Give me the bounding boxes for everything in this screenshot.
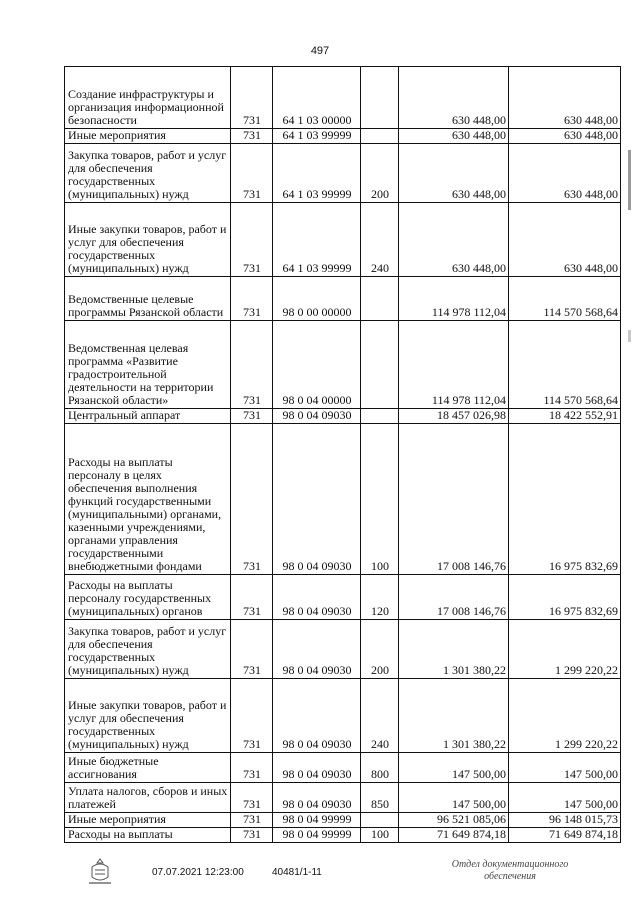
row-sum-2: 71 649 874,18 — [509, 828, 621, 843]
row-name: Иные бюджетные ассигнования — [65, 753, 231, 783]
row-sum-1: 147 500,00 — [399, 783, 509, 813]
budget-table — [64, 66, 621, 843]
row-sum-2: 630 448,00 — [509, 203, 621, 277]
row-sum-1: 147 500,00 — [399, 753, 509, 783]
row-csr: 98 0 04 09030 — [273, 679, 361, 753]
footer-doc-number: 40481/1-11 — [272, 867, 322, 878]
row-csr: 98 0 04 09030 — [273, 783, 361, 813]
row-grbs: 731 — [231, 277, 273, 321]
row-grbs: 731 — [231, 828, 273, 843]
row-grbs: 731 — [231, 203, 273, 277]
row-csr: 98 0 04 09030 — [273, 620, 361, 679]
scan-edge-mark — [628, 150, 631, 210]
row-sum-1: 630 448,00 — [399, 129, 509, 144]
table-row — [65, 753, 621, 783]
row-grbs: 731 — [231, 620, 273, 679]
row-sum-1: 630 448,00 — [399, 144, 509, 203]
row-vr: 850 — [361, 783, 399, 813]
row-sum-1: 17 008 146,76 — [399, 575, 509, 620]
row-sum-2: 96 148 015,73 — [509, 813, 621, 828]
table-row — [65, 277, 621, 321]
row-sum-2: 16 975 832,69 — [509, 424, 621, 575]
row-sum-2: 147 500,00 — [509, 783, 621, 813]
row-csr: 64 1 03 99999 — [273, 203, 361, 277]
row-name: Иные мероприятия — [65, 129, 231, 144]
row-sum-2: 630 448,00 — [509, 67, 621, 129]
row-name: Иные закупки товаров, работ и услуг для обеспечения государственных (муниципальных) нужд — [65, 679, 231, 753]
row-vr: 200 — [361, 620, 399, 679]
row-sum-2: 1 299 220,22 — [509, 620, 621, 679]
page-number: 497 — [310, 45, 330, 57]
row-csr: 98 0 04 99999 — [273, 828, 361, 843]
row-name: Уплата налогов, сборов и иных платежей — [65, 783, 231, 813]
row-grbs: 731 — [231, 679, 273, 753]
row-grbs: 731 — [231, 129, 273, 144]
row-vr: 240 — [361, 203, 399, 277]
row-sum-2: 114 570 568,64 — [509, 277, 621, 321]
table-row — [65, 828, 621, 843]
row-csr: 98 0 04 09030 — [273, 753, 361, 783]
row-sum-1: 71 649 874,18 — [399, 828, 509, 843]
footer-datetime: 07.07.2021 12:23:00 — [152, 867, 244, 878]
row-grbs: 731 — [231, 783, 273, 813]
row-name: Закупка товаров, работ и услуг для обеспечения государственных (муниципальных) нужд — [65, 144, 231, 203]
row-name: Расходы на выплаты персоналу государственных (муниципальных) органов — [65, 575, 231, 620]
row-sum-2: 630 448,00 — [509, 144, 621, 203]
row-sum-1: 630 448,00 — [399, 203, 509, 277]
row-sum-2: 16 975 832,69 — [509, 575, 621, 620]
row-csr: 98 0 04 99999 — [273, 813, 361, 828]
row-sum-1: 1 301 380,22 — [399, 620, 509, 679]
document-footer — [0, 855, 640, 895]
row-name: Центральный аппарат — [65, 409, 231, 424]
row-csr: 98 0 00 00000 — [273, 277, 361, 321]
row-grbs: 731 — [231, 813, 273, 828]
row-grbs: 731 — [231, 67, 273, 129]
row-csr: 98 0 04 09030 — [273, 575, 361, 620]
row-sum-1: 114 978 112,04 — [399, 321, 509, 409]
table-row — [65, 321, 621, 409]
emblem-stamp-icon — [86, 857, 114, 887]
row-sum-2: 114 570 568,64 — [509, 321, 621, 409]
row-name: Создание инфраструктуры и организация информационной безопасности — [65, 67, 231, 129]
row-sum-2: 18 422 552,91 — [509, 409, 621, 424]
footer-department-stamp: Отдел документационного обеспечения — [451, 859, 569, 882]
row-name: Расходы на выплаты — [65, 828, 231, 843]
row-grbs: 731 — [231, 753, 273, 783]
row-sum-1: 630 448,00 — [399, 67, 509, 129]
row-csr: 64 1 03 99999 — [273, 144, 361, 203]
table-row — [65, 203, 621, 277]
table-row — [65, 424, 621, 575]
row-grbs: 731 — [231, 424, 273, 575]
row-vr — [361, 277, 399, 321]
row-csr: 64 1 03 00000 — [273, 67, 361, 129]
row-name: Ведомственные целевые программы Рязанской области — [65, 277, 231, 321]
row-sum-1: 114 978 112,04 — [399, 277, 509, 321]
table-row — [65, 129, 621, 144]
row-csr: 64 1 03 99999 — [273, 129, 361, 144]
row-sum-1: 18 457 026,98 — [399, 409, 509, 424]
row-sum-1: 17 008 146,76 — [399, 424, 509, 575]
row-grbs: 731 — [231, 321, 273, 409]
row-vr: 240 — [361, 679, 399, 753]
table-row — [65, 409, 621, 424]
row-name: Иные мероприятия — [65, 813, 231, 828]
table-row — [65, 144, 621, 203]
table-row — [65, 575, 621, 620]
row-grbs: 731 — [231, 409, 273, 424]
row-sum-1: 96 521 085,06 — [399, 813, 509, 828]
row-vr: 120 — [361, 575, 399, 620]
row-csr: 98 0 04 00000 — [273, 321, 361, 409]
row-csr: 98 0 04 09030 — [273, 424, 361, 575]
row-name: Расходы на выплаты персоналу в целях обеспечения выполнения функций государственными (муниципальными) органами, казенными учреждениями, органами управления государственными внебюджетными фондами — [65, 424, 231, 575]
row-csr: 98 0 04 09030 — [273, 409, 361, 424]
row-name: Закупка товаров, работ и услуг для обеспечения государственных (муниципальных) нужд — [65, 620, 231, 679]
row-vr — [361, 129, 399, 144]
row-grbs: 731 — [231, 575, 273, 620]
table-row — [65, 679, 621, 753]
table-row — [65, 813, 621, 828]
table-row — [65, 67, 621, 129]
row-vr: 100 — [361, 828, 399, 843]
row-sum-1: 1 301 380,22 — [399, 679, 509, 753]
row-sum-2: 1 299 220,22 — [509, 679, 621, 753]
row-sum-2: 147 500,00 — [509, 753, 621, 783]
table-row — [65, 783, 621, 813]
row-name: Ведомственная целевая программа «Развитие градостроительной деятельности на территории Рязанской области» — [65, 321, 231, 409]
table-row — [65, 620, 621, 679]
row-name: Иные закупки товаров, работ и услуг для обеспечения государственных (муниципальных) нужд — [65, 203, 231, 277]
row-vr — [361, 409, 399, 424]
row-grbs: 731 — [231, 144, 273, 203]
row-vr: 800 — [361, 753, 399, 783]
row-vr — [361, 321, 399, 409]
row-sum-2: 630 448,00 — [509, 129, 621, 144]
row-vr — [361, 813, 399, 828]
scan-edge-mark — [628, 330, 631, 342]
row-vr — [361, 67, 399, 129]
row-vr: 100 — [361, 424, 399, 575]
row-vr: 200 — [361, 144, 399, 203]
